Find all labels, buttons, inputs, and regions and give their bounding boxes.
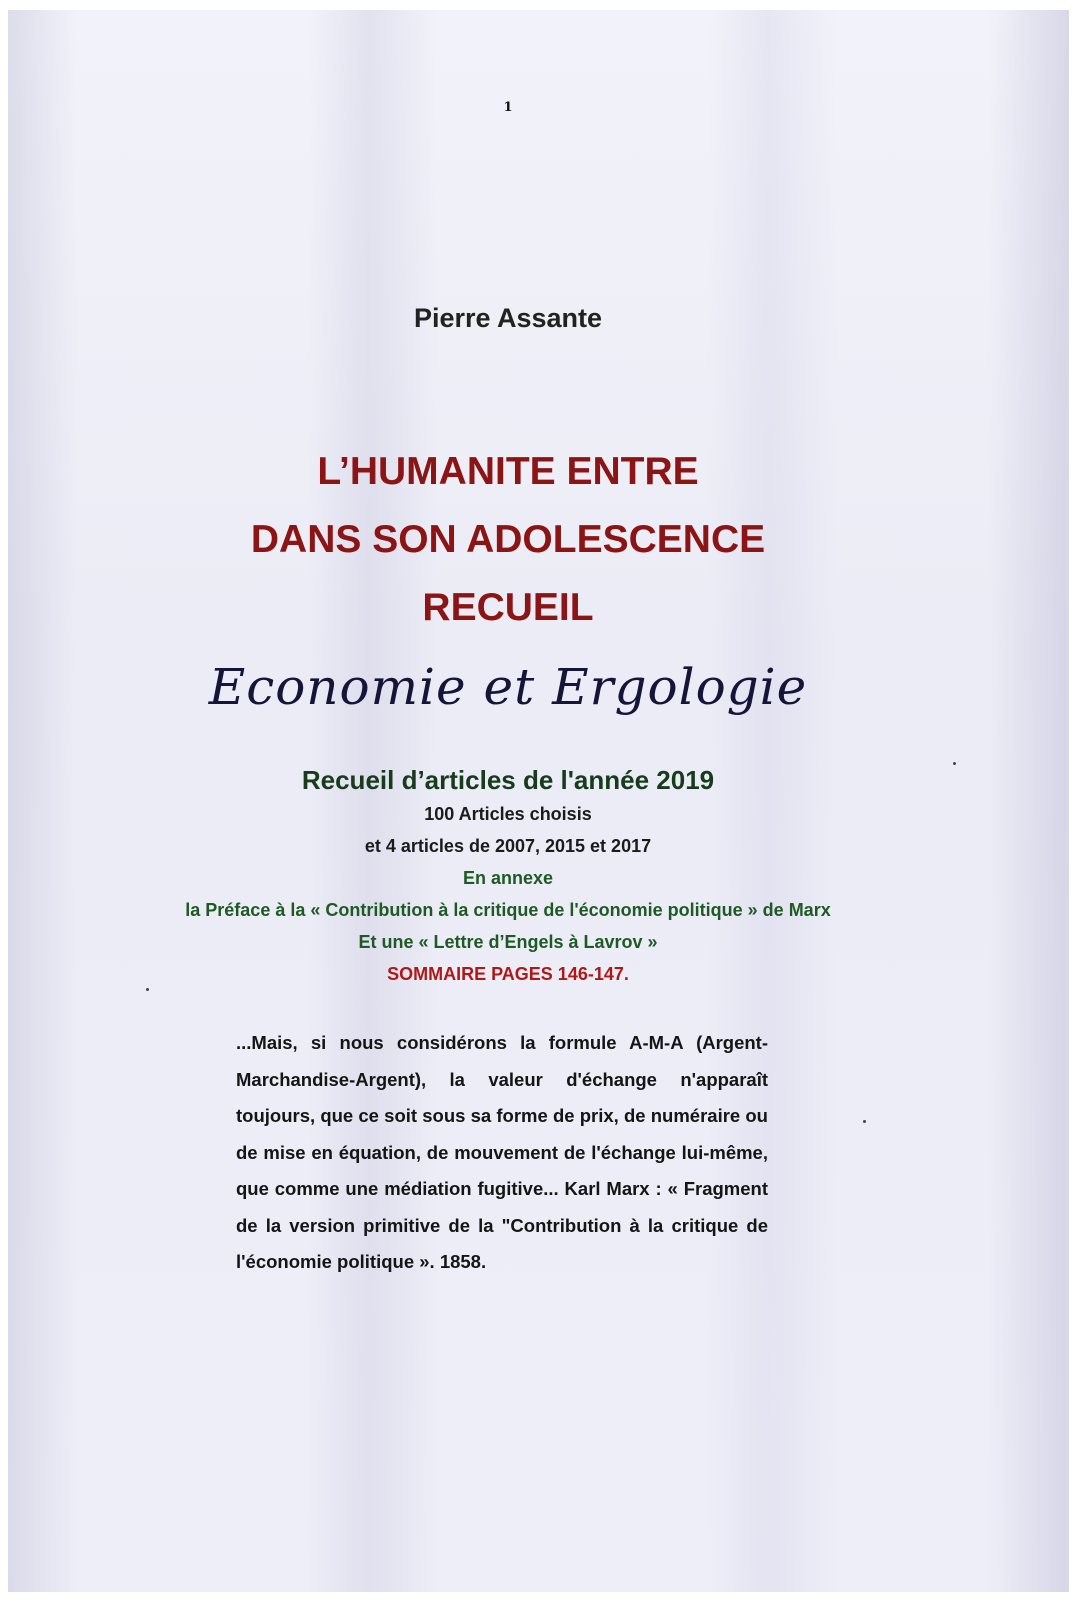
- info-sommaire: SOMMAIRE PAGES 146-147.: [387, 964, 629, 984]
- author-name: Pierre Assante: [413, 303, 603, 333]
- book-title: [8, 438, 1008, 642]
- info-letter: Et une « Lettre d’Engels à Lavrov »: [358, 932, 658, 952]
- subtitle-script: Economie et Ergologie: [208, 658, 808, 716]
- scan-speck: [863, 1120, 866, 1123]
- epigraph-quote: ...Mais, si nous considérons la formule A-M-A (Argent-Marchandise-Argent), la valeur d'échange n'apparaît toujours, que ce soit sous sa forme de prix, de numéraire ou de mise en équation, de mouvement de l'échange lui-même, que comme une médiation fugitive... Karl Marx : « Fragment de la version primitive de la "Contribution à la critique de l'économie politique ». 1858.: [236, 1032, 768, 1272]
- info-annex-label: En annexe: [462, 868, 554, 888]
- scanned-page: [8, 10, 1069, 1592]
- collection-info: [8, 762, 1008, 990]
- title-line-3: RECUEIL: [422, 586, 594, 629]
- scan-speck: [146, 988, 149, 991]
- title-line-2: DANS SON ADOLESCENCE: [250, 518, 766, 561]
- info-extra-articles: et 4 articles de 2007, 2015 et 2017: [364, 836, 652, 856]
- scan-speck: [953, 762, 956, 765]
- page-number: 1: [503, 100, 513, 115]
- collection-heading: Recueil d’articles de l'année 2019: [301, 765, 715, 795]
- info-articles-count: 100 Articles choisis: [424, 804, 592, 824]
- title-line-1: L’HUMANITE ENTRE: [317, 450, 699, 493]
- info-preface: la Préface à la « Contribution à la critique de l'économie politique » de Marx: [185, 900, 831, 920]
